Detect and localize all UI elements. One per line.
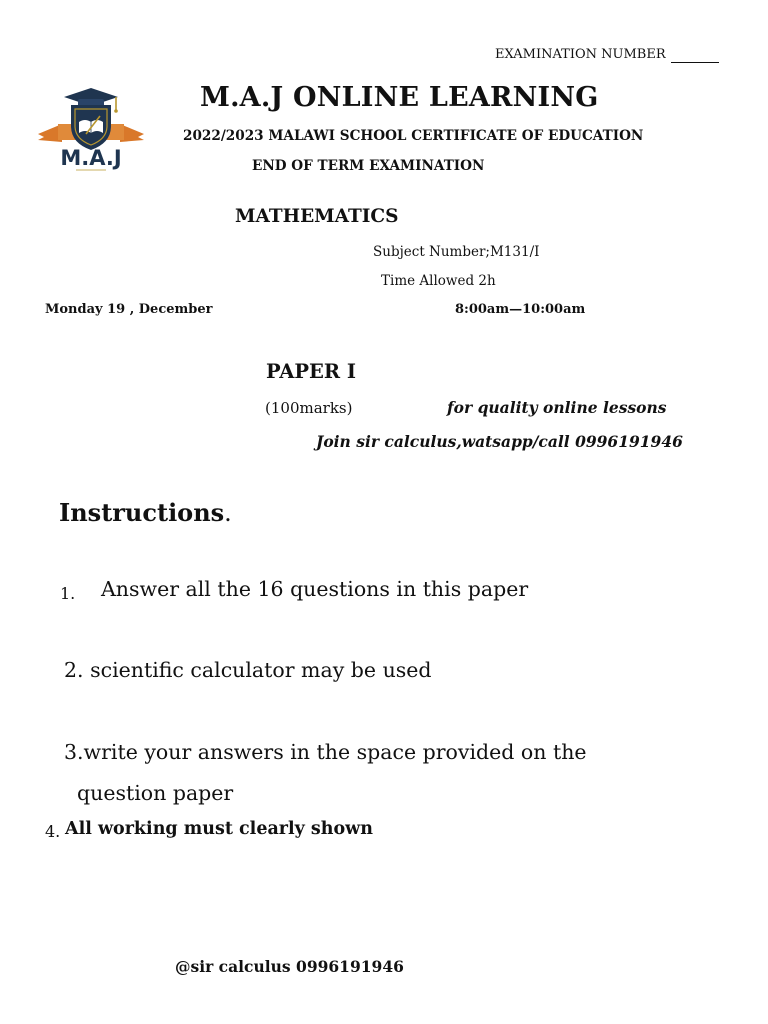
subject-number: Subject Number;M131/I [373, 244, 540, 260]
organization-title: M.A.J ONLINE LEARNING [200, 82, 599, 113]
promo-contact-text: Join sir calculus,watsapp/call 0996191946 [316, 432, 683, 451]
instruction-1-text: Answer all the 16 questions in this paper [101, 577, 529, 601]
instruction-3-text-line2: question paper [77, 781, 234, 805]
instruction-3-text-line1: 3.write your answers in the space provided on the [64, 740, 587, 764]
instructions-heading [59, 498, 232, 527]
total-marks: (100marks) [265, 399, 353, 417]
promo-quality-text: for quality online lessons [447, 398, 667, 417]
instructions-heading-punct: . [224, 499, 232, 527]
maj-logo [24, 80, 174, 176]
exam-type-title: END OF TERM EXAMINATION [252, 158, 485, 174]
logo-text: M.A.J [60, 146, 122, 170]
exam-time-range: 8:00am—10:00am [455, 302, 586, 317]
footer-contact: @sir calculus 0996191946 [175, 957, 404, 976]
instructions-heading-text: Instructions [59, 498, 225, 527]
instruction-1-number: 1. [60, 584, 76, 603]
instruction-4-number: 4. [45, 822, 61, 841]
paper-title: PAPER I [266, 360, 357, 383]
time-allowed: Time Allowed 2h [381, 273, 496, 289]
examination-number-label: EXAMINATION NUMBER [495, 47, 666, 62]
subject-title: MATHEMATICS [235, 206, 399, 227]
instruction-2-text: 2. scientific calculator may be used [64, 658, 432, 682]
examination-number-field [495, 47, 719, 63]
examination-number-blank [671, 47, 719, 63]
instruction-4-text: All working must clearly shown [65, 819, 373, 839]
exam-date: Monday 19 , December [45, 302, 213, 317]
certificate-title: 2022/2023 MALAWI SCHOOL CERTIFICATE OF EDUCATION [183, 128, 644, 144]
